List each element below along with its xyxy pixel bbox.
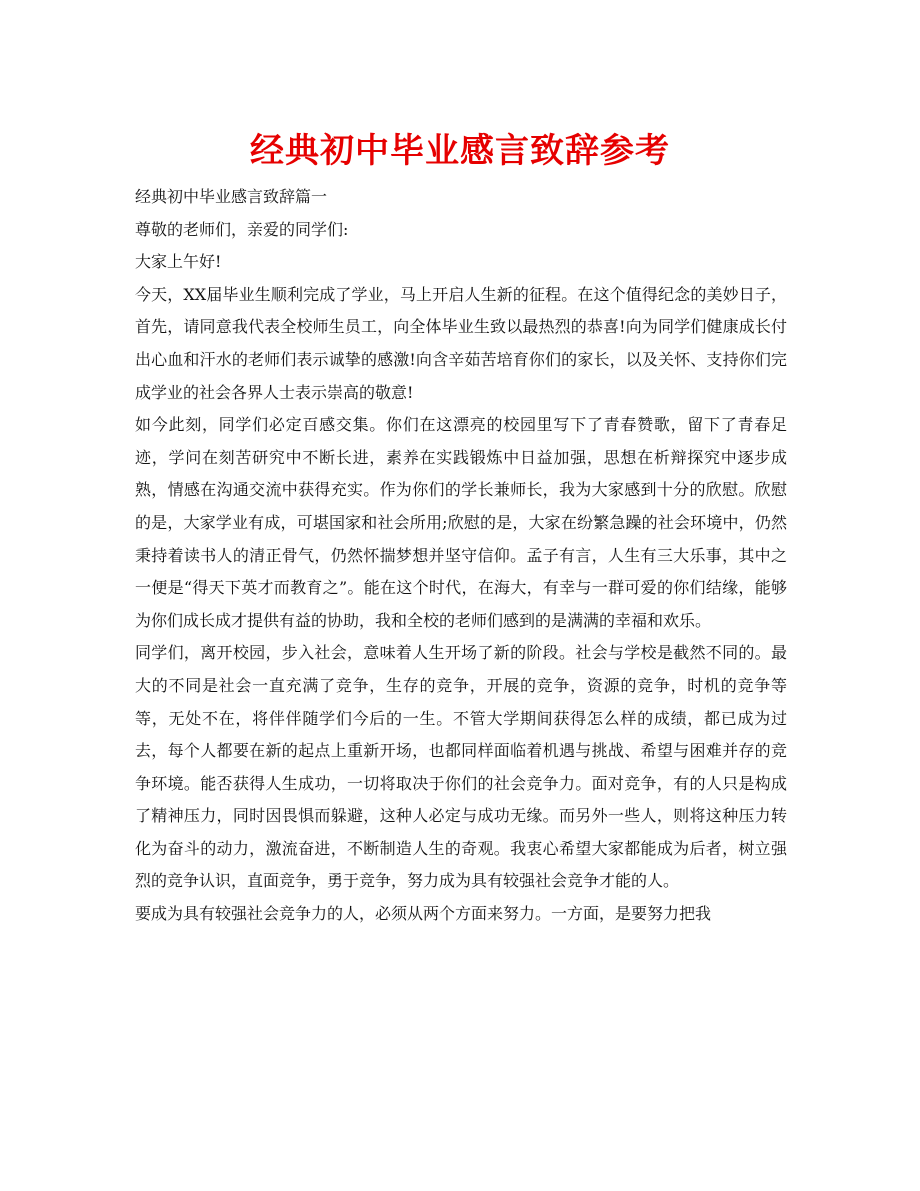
salutation: 尊敬的老师们，亲爱的同学们: bbox=[135, 219, 349, 239]
document-body bbox=[135, 181, 787, 931]
body-paragraph: 同学们，离开校园，步入社会，意味着人生开场了新的阶段。社会与学校是截然不同的。最大的不同是社会一直充满了竞争，生存的竞争，开展的竞争，资源的竞争，时机的竞争等等，无处不在，将伴伴随学们今后的一生。不管大学期间获得怎么样的成绩，都已成为过去，每个人都要在新的起点上重新开场，也都同样面临着机遇与挑战、希望与困难并存的竞争环境。能否获得人生成功，一切将取决于你们的社会竞争力。面对竞争，有的人只是构成了精神压力，同时因畏惧而躲避，这种人必定与成功无缘。而另外一些人，则将这种压力转化为奋斗的动力，激流奋进，不断制造人生的奇观。我衷心希望大家都能成为后者，树立强烈的竞争认识，直面竞争，勇于竞争，努力成为具有较强社会竞争才能的人。 bbox=[135, 643, 787, 891]
section-heading: 经典初中毕业感言致辞篇一 bbox=[135, 187, 328, 206]
body-paragraph: 今天，XX届毕业生顺利完成了学业，马上开启人生新的征程。在这个值得纪念的美妙日子，首先，请同意我代表全校师生员工，向全体毕业生致以最热烈的恭喜!向为同学们健康成长付出心血和汗水的老师们表示诚挚的感激!向含辛茹苦培育你们的家长，以及关怀、支持你们完成学业的社会各界人士表示崇高的敬意! bbox=[135, 284, 787, 402]
document-title: 经典初中毕业感言致辞参考 bbox=[250, 131, 670, 171]
body-paragraph: 如今此刻，同学们必定百感交集。你们在这漂亮的校园里写下了青春赞歌，留下了青春足迹，学问在刻苦研究中不断长进，素养在实践锻炼中日益加强，思想在析辩探究中逐步成熟，情感在沟通交流中获得充实。作为你们的学长兼师长，我为大家感到十分的欣慰。欣慰的是，大家学业有成，可堪国家和社会所用;欣慰的是，大家在纷繁急躁的社会环境中，仍然秉持着读书人的清正骨气，仍然怀揣梦想并坚守信仰。孟子有言，人生有三大乐事，其中之一便是“得天下英才而教育之”。能在这个时代，在海大，有幸与一群可爱的你们结缘，能够为你们成长成才提供有益的协助，我和全校的老师们感到的是满满的幸福和欢乐。 bbox=[135, 415, 787, 630]
body-paragraph: 要成为具有较强社会竞争力的人，必须从两个方面来努力。一方面，是要努力把我 bbox=[135, 904, 712, 924]
greeting: 大家上午好! bbox=[135, 252, 222, 272]
